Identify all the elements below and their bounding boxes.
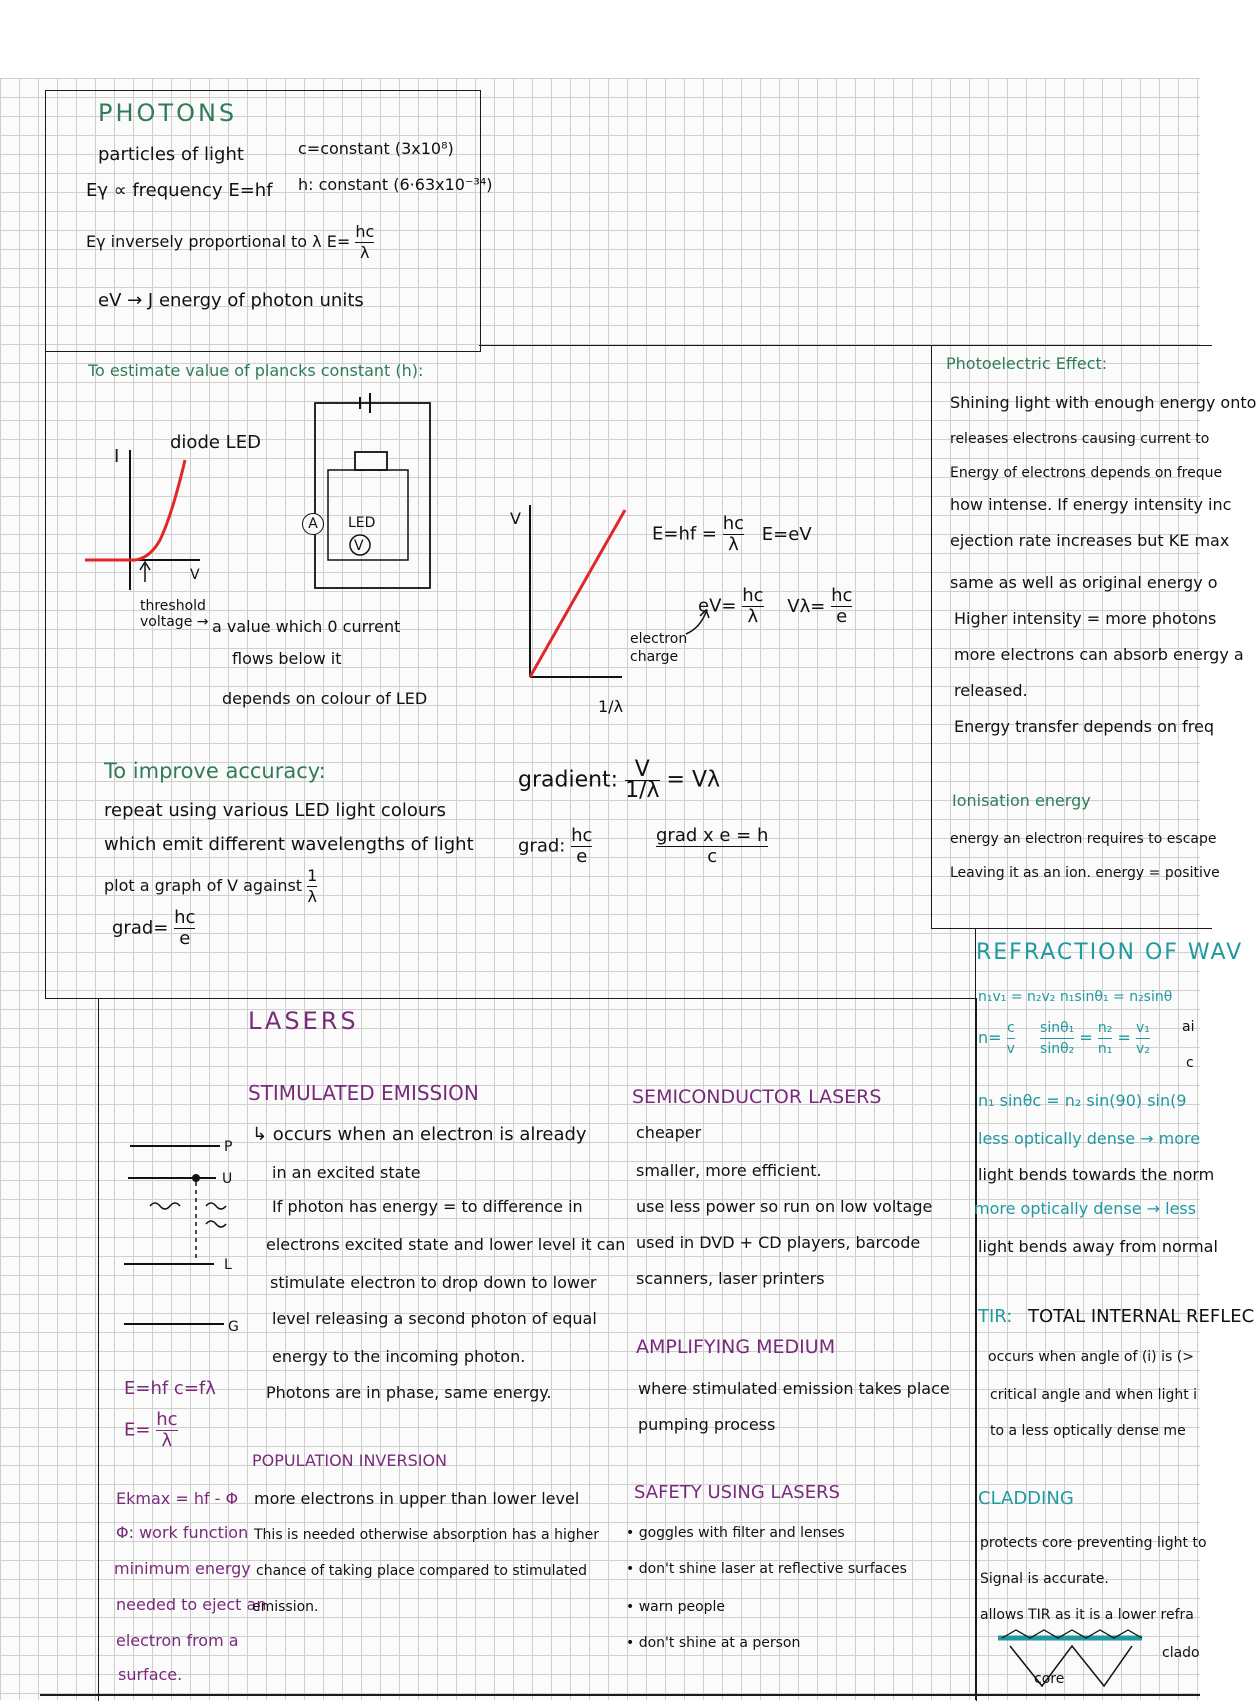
safety-line-0: • goggles with filter and lenses [626, 1525, 845, 1541]
voltmeter-symbol: V [354, 538, 364, 554]
iv-axis-i: I [114, 446, 120, 467]
eq-text: = [1117, 1028, 1131, 1047]
formula-e-hc [124, 1410, 178, 1451]
cladding-line3: allows TIR as it is a lower refra [980, 1607, 1194, 1623]
eq-frac [1136, 1018, 1150, 1059]
stimulated-emission-title: STIMULATED EMISSION [248, 1081, 479, 1105]
iv-graph [80, 440, 230, 600]
refraction-eq3: n₁ sinθc = n₂ sin(90) sin(9 [978, 1091, 1187, 1110]
level-g: G [228, 1319, 239, 1335]
refraction-line4: less optically dense → more [978, 1129, 1201, 1148]
frac-num: v₁ [1136, 1018, 1150, 1039]
tir-line3: to a less optically dense me [990, 1423, 1186, 1439]
refraction-line6: more optically dense → less [974, 1199, 1197, 1218]
amp-line-0: where stimulated emission takes place [638, 1379, 950, 1398]
grad-hc-eq [518, 826, 592, 867]
frac-num: hc [742, 585, 764, 606]
accuracy-line4 [112, 908, 195, 949]
frac-den: λ [728, 534, 739, 555]
eq-frac [723, 514, 744, 555]
eq-frac [571, 826, 592, 867]
frac-den: e [836, 606, 848, 627]
frac-num: hc [156, 1409, 178, 1430]
semi-line-3: used in DVD + CD players, barcode [636, 1233, 921, 1252]
frac-num: hc [831, 585, 853, 606]
frac-num: grad x e = h [656, 825, 769, 846]
eq-ev-hc [698, 586, 852, 627]
stim-line-5: level releasing a second photon of equal [272, 1309, 597, 1328]
graph-axis-x: 1/λ [598, 697, 624, 716]
frac-num: V [625, 760, 659, 781]
photons-h-constant: h: constant (6·63x10⁻³⁴) [298, 175, 493, 194]
eq-frac [1098, 1018, 1113, 1059]
semi-line-0: cheaper [636, 1123, 702, 1142]
stim-line-3: electrons excited state and lower level it can [266, 1235, 626, 1254]
semiconductor-title: SEMICONDUCTOR LASERS [632, 1086, 882, 1108]
work-function-line4: electron from a [116, 1631, 239, 1650]
led-symbol-label: LED [348, 515, 376, 531]
refraction-eq1: n₁v₁ = n₂v₂ n₁sinθ₁ = n₂sinθ [978, 989, 1173, 1005]
frac-num: hc [355, 222, 375, 241]
safety-title: SAFETY USING LASERS [634, 1482, 841, 1503]
eq-text: eV= [698, 595, 737, 617]
threshold-text1: a value which 0 current [212, 617, 401, 636]
frac-den: λ [161, 1430, 173, 1451]
eq-frac [625, 757, 660, 803]
eq-frac [656, 826, 768, 867]
pe-line-2: Energy of electrons depends on freque [950, 465, 1223, 481]
led-circuit-diagram [300, 395, 440, 615]
eq-frac [742, 586, 763, 627]
refraction-line7: light bends away from normal [978, 1237, 1218, 1256]
grad-times-e-eq [656, 826, 768, 867]
top-divider [479, 345, 931, 346]
pop-line-2: chance of taking place compared to stimulated [256, 1563, 588, 1579]
pe-line-4: ejection rate increases but KE max [950, 531, 1230, 550]
tir-line2: critical angle and when light i [990, 1387, 1198, 1403]
tir-line1: occurs when angle of (i) is (> [988, 1349, 1194, 1365]
cladding-title: CLADDING [978, 1488, 1074, 1509]
tir-abbrev: TIR: [978, 1306, 1013, 1327]
frac-den: v [1006, 1041, 1015, 1057]
frac-num: c [1007, 1018, 1015, 1039]
amplifying-medium-title: AMPLIFYING MEDIUM [636, 1336, 836, 1358]
frac-num: hc [571, 825, 593, 846]
pe-line-8: released. [954, 681, 1028, 700]
frac-den: λ [360, 243, 370, 262]
eq-text: gradient: [518, 767, 619, 793]
eq-e-hf [652, 514, 812, 555]
refraction-eq2 [978, 1018, 1150, 1059]
eq-v-lambda: Vλ= [787, 595, 826, 617]
photoelectric-title: Photoelectric Effect: [946, 354, 1108, 373]
frac-den: e [576, 846, 588, 867]
frac-num: hc [722, 513, 745, 534]
v-vs-inverse-lambda-graph [522, 505, 642, 685]
cladding-diagram-label: clado [1162, 1645, 1200, 1661]
refraction-line5: light bends towards the norm [978, 1165, 1215, 1184]
threshold-label: threshold voltage → [140, 598, 209, 630]
photons-line3 [86, 222, 374, 263]
semi-line-4: scanners, laser printers [636, 1269, 825, 1288]
electron-charge-label: electron charge [630, 631, 688, 665]
refraction-label-c: c [1186, 1055, 1194, 1071]
electron-charge-arrow [684, 608, 714, 638]
eq-frac [1040, 1018, 1074, 1059]
photons-c-constant: c=constant (3x10⁸) [298, 139, 454, 158]
threshold-text2: flows below it [232, 649, 342, 668]
cladding-line1: protects core preventing light to [980, 1535, 1207, 1551]
gradient-eq [518, 757, 721, 803]
stim-line-4: stimulate electron to drop down to lower [270, 1273, 597, 1292]
safety-line-1: • don't shine laser at reflective surfaces [626, 1561, 907, 1577]
accuracy-title: To improve accuracy: [104, 759, 326, 783]
frac-den: λ [307, 887, 317, 906]
stim-line-1: in an excited state [272, 1163, 421, 1182]
formula-e-hf: E=hf c=fλ [124, 1378, 216, 1399]
eq-frac [174, 908, 195, 949]
ionisation-line1: energy an electron requires to escape [950, 831, 1217, 847]
eq-text: = Vλ [666, 767, 721, 793]
level-p: P [224, 1139, 233, 1155]
eq-e-ev: E=eV [761, 523, 812, 545]
cladding-line2: Signal is accurate. [980, 1571, 1109, 1587]
frac-num: hc [174, 907, 196, 928]
iv-axis-v: V [190, 567, 200, 583]
frac-den: 1/λ [625, 778, 660, 803]
frac-num: 1 [307, 866, 318, 885]
semi-line-1: smaller, more efficient. [636, 1161, 822, 1180]
ionisation-title: Ionisation energy [952, 791, 1091, 810]
work-function-line3: needed to eject an [116, 1595, 267, 1614]
photons-line1: particles of light [98, 144, 244, 165]
refraction-title: REFRACTION OF WAV [976, 940, 1244, 965]
population-inversion-title: POPULATION INVERSION [252, 1451, 448, 1470]
stim-line-7: Photons are in phase, same energy. [266, 1383, 552, 1402]
semi-line-2: use less power so run on low voltage [636, 1197, 933, 1216]
photons-line3-frac [355, 222, 374, 263]
stim-line-0: ↳ occurs when an electron is already [252, 1124, 587, 1145]
eq-frac [831, 586, 852, 627]
pe-line-5: same as well as original energy o [950, 573, 1218, 592]
safety-line-3: • don't shine at a person [626, 1635, 801, 1651]
tir-title: TOTAL INTERNAL REFLEC [1028, 1306, 1255, 1327]
photons-line3-text: Eγ inversely proportional to λ E= [86, 232, 351, 251]
pop-line-0: more electrons in upper than lower level [254, 1489, 580, 1508]
accuracy-line1: repeat using various LED light colours [104, 800, 447, 821]
energy-level-diagram [120, 1136, 240, 1336]
frac-den: n₁ [1097, 1041, 1113, 1057]
photons-line4: eV → J energy of photon units [98, 290, 364, 311]
eq-frac [1007, 1018, 1015, 1059]
frac-num: n₂ [1098, 1018, 1113, 1039]
frac-den: λ [747, 606, 759, 627]
pop-line-3: emission. [252, 1599, 319, 1615]
eq-text: = [1079, 1028, 1093, 1047]
core-diagram-label: core [1034, 1671, 1065, 1687]
optical-fibre-diagram [992, 1628, 1162, 1698]
pe-line-7: more electrons can absorb energy a [954, 645, 1244, 664]
frac-num: sinθ₁ [1040, 1018, 1074, 1039]
frac-den: e [179, 928, 191, 949]
ammeter-symbol: A [302, 513, 324, 535]
amp-line-1: pumping process [638, 1415, 776, 1434]
eq-text: plot a graph of V against [104, 876, 303, 895]
work-function-def: Φ: work function [116, 1523, 249, 1542]
eq-text: E=hf = [652, 523, 718, 545]
eq-frac [307, 866, 317, 907]
refraction-label-ai: ai [1182, 1019, 1195, 1035]
pe-line-1: releases electrons causing current to [950, 431, 1210, 447]
work-function-line5: surface. [118, 1665, 183, 1684]
frac-den: c [707, 846, 718, 867]
level-l: L [224, 1257, 232, 1273]
eq-text: E= [124, 1419, 151, 1441]
photons-box [45, 90, 481, 352]
planck-title: To estimate value of plancks constant (h): [88, 361, 424, 380]
eq-frac [156, 1410, 177, 1451]
graph-axis-v: V [510, 509, 521, 528]
frac-den: sinθ₂ [1040, 1041, 1075, 1057]
stim-line-2: If photon has energy = to difference in [272, 1197, 583, 1216]
photons-line2: Eγ ∝ frequency E=hf [86, 180, 273, 201]
level-u: U [222, 1171, 233, 1187]
eq-text: n= [978, 1028, 1002, 1047]
frac-den: v₂ [1135, 1041, 1150, 1057]
work-function-line2: minimum energy [114, 1559, 251, 1578]
safety-line-2: • warn people [626, 1599, 726, 1615]
diode-led-label: diode LED [170, 432, 261, 453]
pop-line-1: This is needed otherwise absorption has a higher [254, 1527, 599, 1543]
ionisation-line2: Leaving it as an ion. energy = positive [950, 865, 1220, 881]
pe-line-3: how intense. If energy intensity inc [950, 495, 1232, 514]
pe-line-9: Energy transfer depends on freq [954, 717, 1214, 736]
formula-ekmax: Ekmax = hf - Φ [116, 1489, 239, 1508]
lasers-title: LASERS [248, 1007, 359, 1035]
eq-text: grad= [112, 917, 169, 939]
eq-text: grad: [518, 835, 566, 857]
pe-line-0: Shining light with enough energy onto [950, 393, 1256, 412]
accuracy-line2: which emit different wavelengths of light [104, 834, 474, 855]
photons-title: PHOTONS [98, 99, 238, 127]
stim-line-6: energy to the incoming photon. [272, 1347, 526, 1366]
accuracy-line3 [104, 866, 317, 907]
threshold-text3: depends on colour of LED [222, 689, 428, 708]
pe-line-6: Higher intensity = more photons [954, 609, 1217, 628]
